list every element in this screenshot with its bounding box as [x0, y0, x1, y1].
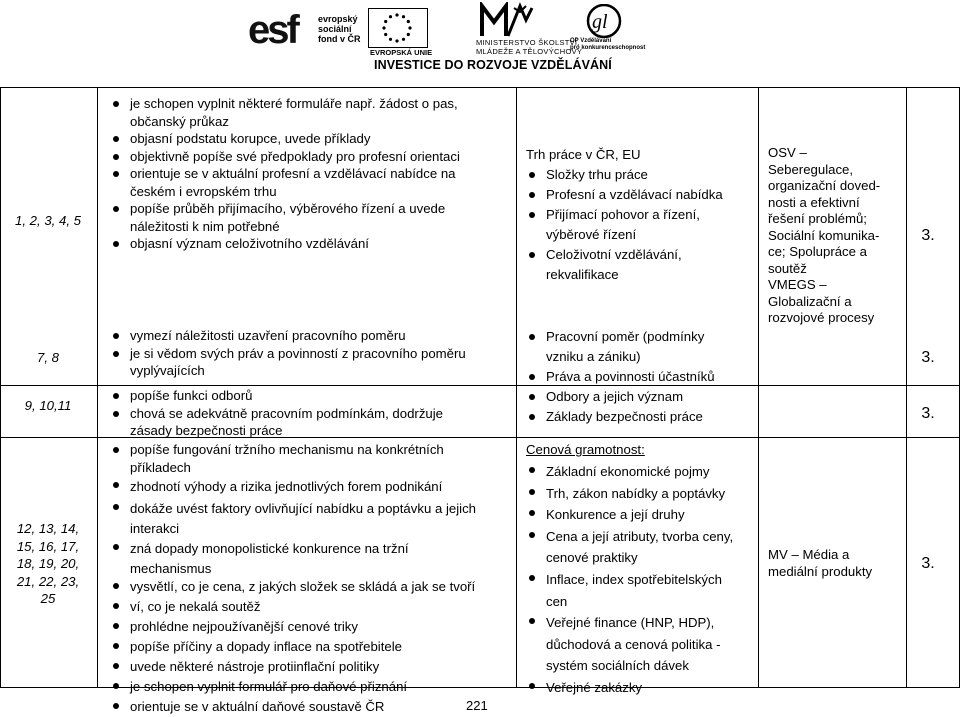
list-item: cen [546, 593, 568, 609]
list-item: popíše průběh přijímacího, výběrového řízení a uvede [110, 200, 460, 218]
row4-topics [526, 461, 733, 699]
row4-links: MV – Média a mediální produkty [768, 547, 873, 579]
list-item: zásady bezpečnosti práce [130, 423, 283, 438]
row2-grade: 3. [921, 349, 935, 366]
list-item: interakci [130, 521, 180, 536]
tagline: INVESTICE DO ROZVOJE VZDĚLÁVÁNÍ [374, 58, 612, 72]
list-item: objasní význam celoživotního vzdělávání [110, 235, 460, 253]
list-item: vymezí náležitosti uzavření pracovního poměru [110, 327, 466, 345]
row2-outcomes [110, 327, 466, 380]
list-item: je schopen vyplnit některé formuláře např. žádost o pas, [110, 95, 460, 113]
list-item: ví, co je nekalá soutěž [110, 597, 476, 617]
list-item: Profesní a vzdělávací nabídka [526, 185, 723, 205]
list-item: vzniku a zániku) [546, 349, 641, 364]
list-item: zhodnotí výhody a rizika jednotlivých forem podnikání [110, 476, 476, 498]
list-item: důchodová a cenová politika - [546, 636, 721, 652]
row3-topics [526, 387, 703, 427]
list-item: cenové praktiky [546, 550, 638, 566]
svg-text:gl: gl [592, 11, 608, 33]
esf-logo [248, 8, 443, 57]
list-item: Konkurence a její druhy [526, 504, 733, 526]
list-item: Veřejné finance (HNP, HDP), [526, 612, 733, 634]
eu-flag-icon [368, 8, 428, 48]
list-item: prohlédne nejpoužívanější cenové triky [110, 617, 476, 637]
list-item: popíše fungování tržního mechanismu na konkrétních [110, 441, 476, 459]
list-item: Trh, zákon nabídky a poptávky [526, 483, 733, 505]
list-item: Složky trhu práce [526, 165, 723, 185]
list-item: uvede některé nástroje protiinflační politiky [110, 657, 476, 677]
list-item: českém i evropském trhu [130, 183, 277, 199]
esf-line-3: fond v ČR [318, 34, 361, 44]
list-item: dokáže uvést faktory ovlivňující nabídku a poptávku a jejich [110, 498, 476, 520]
row4-grade: 3. [921, 555, 935, 572]
row4-topic-header: Cenová gramotnost: [526, 442, 645, 457]
row4-outcomes [110, 441, 476, 717]
esf-line-2: sociální [318, 24, 352, 34]
list-item: Cena a její atributy, tvorba ceny, [526, 526, 733, 548]
row4-numbers: 12, 13, 14, 15, 16, 17, 18, 19, 20, 21, 22, 23, 25 [16, 521, 80, 606]
list-item: Inflace, index spotřebitelských [526, 569, 733, 591]
list-item: je si vědom svých práv a povinností z pracovního poměru [110, 345, 466, 363]
op-emblem-icon [566, 4, 626, 38]
eu-label: EVROPSKÁ UNIE [370, 48, 433, 57]
row1-links: OSV – Seberegulace, organizační doved- nosti a efektivní řešení problémů; Sociální komunika- ce; Spolupráce a soutěž VMEGS – Globalizační a rozvojové procesy [768, 145, 881, 325]
row2-numbers: 7, 8 [37, 350, 59, 365]
row2-topics [526, 327, 715, 387]
list-item: Pracovní poměr (podmínky [526, 327, 715, 347]
esf-mark: esf [248, 8, 297, 52]
row3-numbers: 9, 10,11 [24, 398, 72, 413]
row1-topic-header: Trh práce v ČR, EU [526, 147, 641, 162]
msmt-emblem-icon [478, 2, 538, 38]
list-item: chová se adekvátně pracovním podmínkám, dodržuje [110, 405, 443, 423]
row1-topics [526, 165, 723, 285]
list-item: orientuje se v aktuální profesní a vzdělávací nabídce na [110, 165, 460, 183]
row1-numbers: 1, 2, 3, 4, 5 [15, 213, 81, 228]
list-item: Celoživotní vzdělávání, [526, 245, 723, 265]
list-item: Přijímací pohovor a řízení, [526, 205, 723, 225]
list-item: orientuje se v aktuální daňové soustavě ČR [110, 697, 476, 717]
page-number: 221 [466, 698, 488, 713]
list-item: občanský průkaz [130, 113, 229, 129]
list-item: rekvalifikace [546, 267, 619, 282]
list-item: vyplývajících [130, 363, 205, 378]
list-item: popíše příčiny a dopady inflace na spotřebitele [110, 637, 476, 657]
list-item: Práva a povinnosti účastníků [526, 367, 715, 387]
list-item: objektivně popíše své předpoklady pro profesní orientaci [110, 148, 460, 166]
list-item: systém sociálních dávek [546, 658, 689, 674]
list-item: objasní podstatu korupce, uvede příklady [110, 130, 460, 148]
list-item: Odbory a jejich význam [526, 387, 703, 407]
list-item: příkladech [130, 459, 191, 475]
list-item: zná dopady monopolistické konkurence na tržní [110, 538, 476, 560]
list-item: Základy bezpečnosti práce [526, 407, 703, 427]
op-line-1: OP Vzdělávání [570, 38, 612, 44]
msmt-line-1: MINISTERSTVO ŠKOLSTVÍ, [476, 38, 580, 47]
row3-grade: 3. [921, 405, 935, 422]
row3-outcomes [110, 387, 443, 440]
list-item: vysvětlí, co je cena, z jakých složek se skládá a jak se tvoří [110, 577, 476, 597]
list-item: popíše funkci odborů [110, 387, 443, 405]
list-item: Veřejné zakázky [526, 677, 733, 699]
header-logos [0, 0, 960, 80]
msmt-line-2: MLÁDEŽE A TĚLOVÝCHOVY [476, 47, 583, 56]
row1-grade: 3. [921, 227, 935, 244]
list-item: Základní ekonomické pojmy [526, 461, 733, 483]
op-line-2: pro konkurenceschopnost [570, 45, 646, 51]
list-item: mechanismus [130, 560, 212, 576]
list-item: výběrové řízení [546, 227, 637, 242]
list-item: náležitosti k nim potřebné [130, 218, 280, 234]
list-item: je schopen vyplnit formulář pro daňové přiznání [110, 677, 476, 697]
op-logo [566, 4, 676, 54]
esf-line-1: evropský [318, 14, 358, 24]
row1-outcomes [110, 95, 460, 253]
